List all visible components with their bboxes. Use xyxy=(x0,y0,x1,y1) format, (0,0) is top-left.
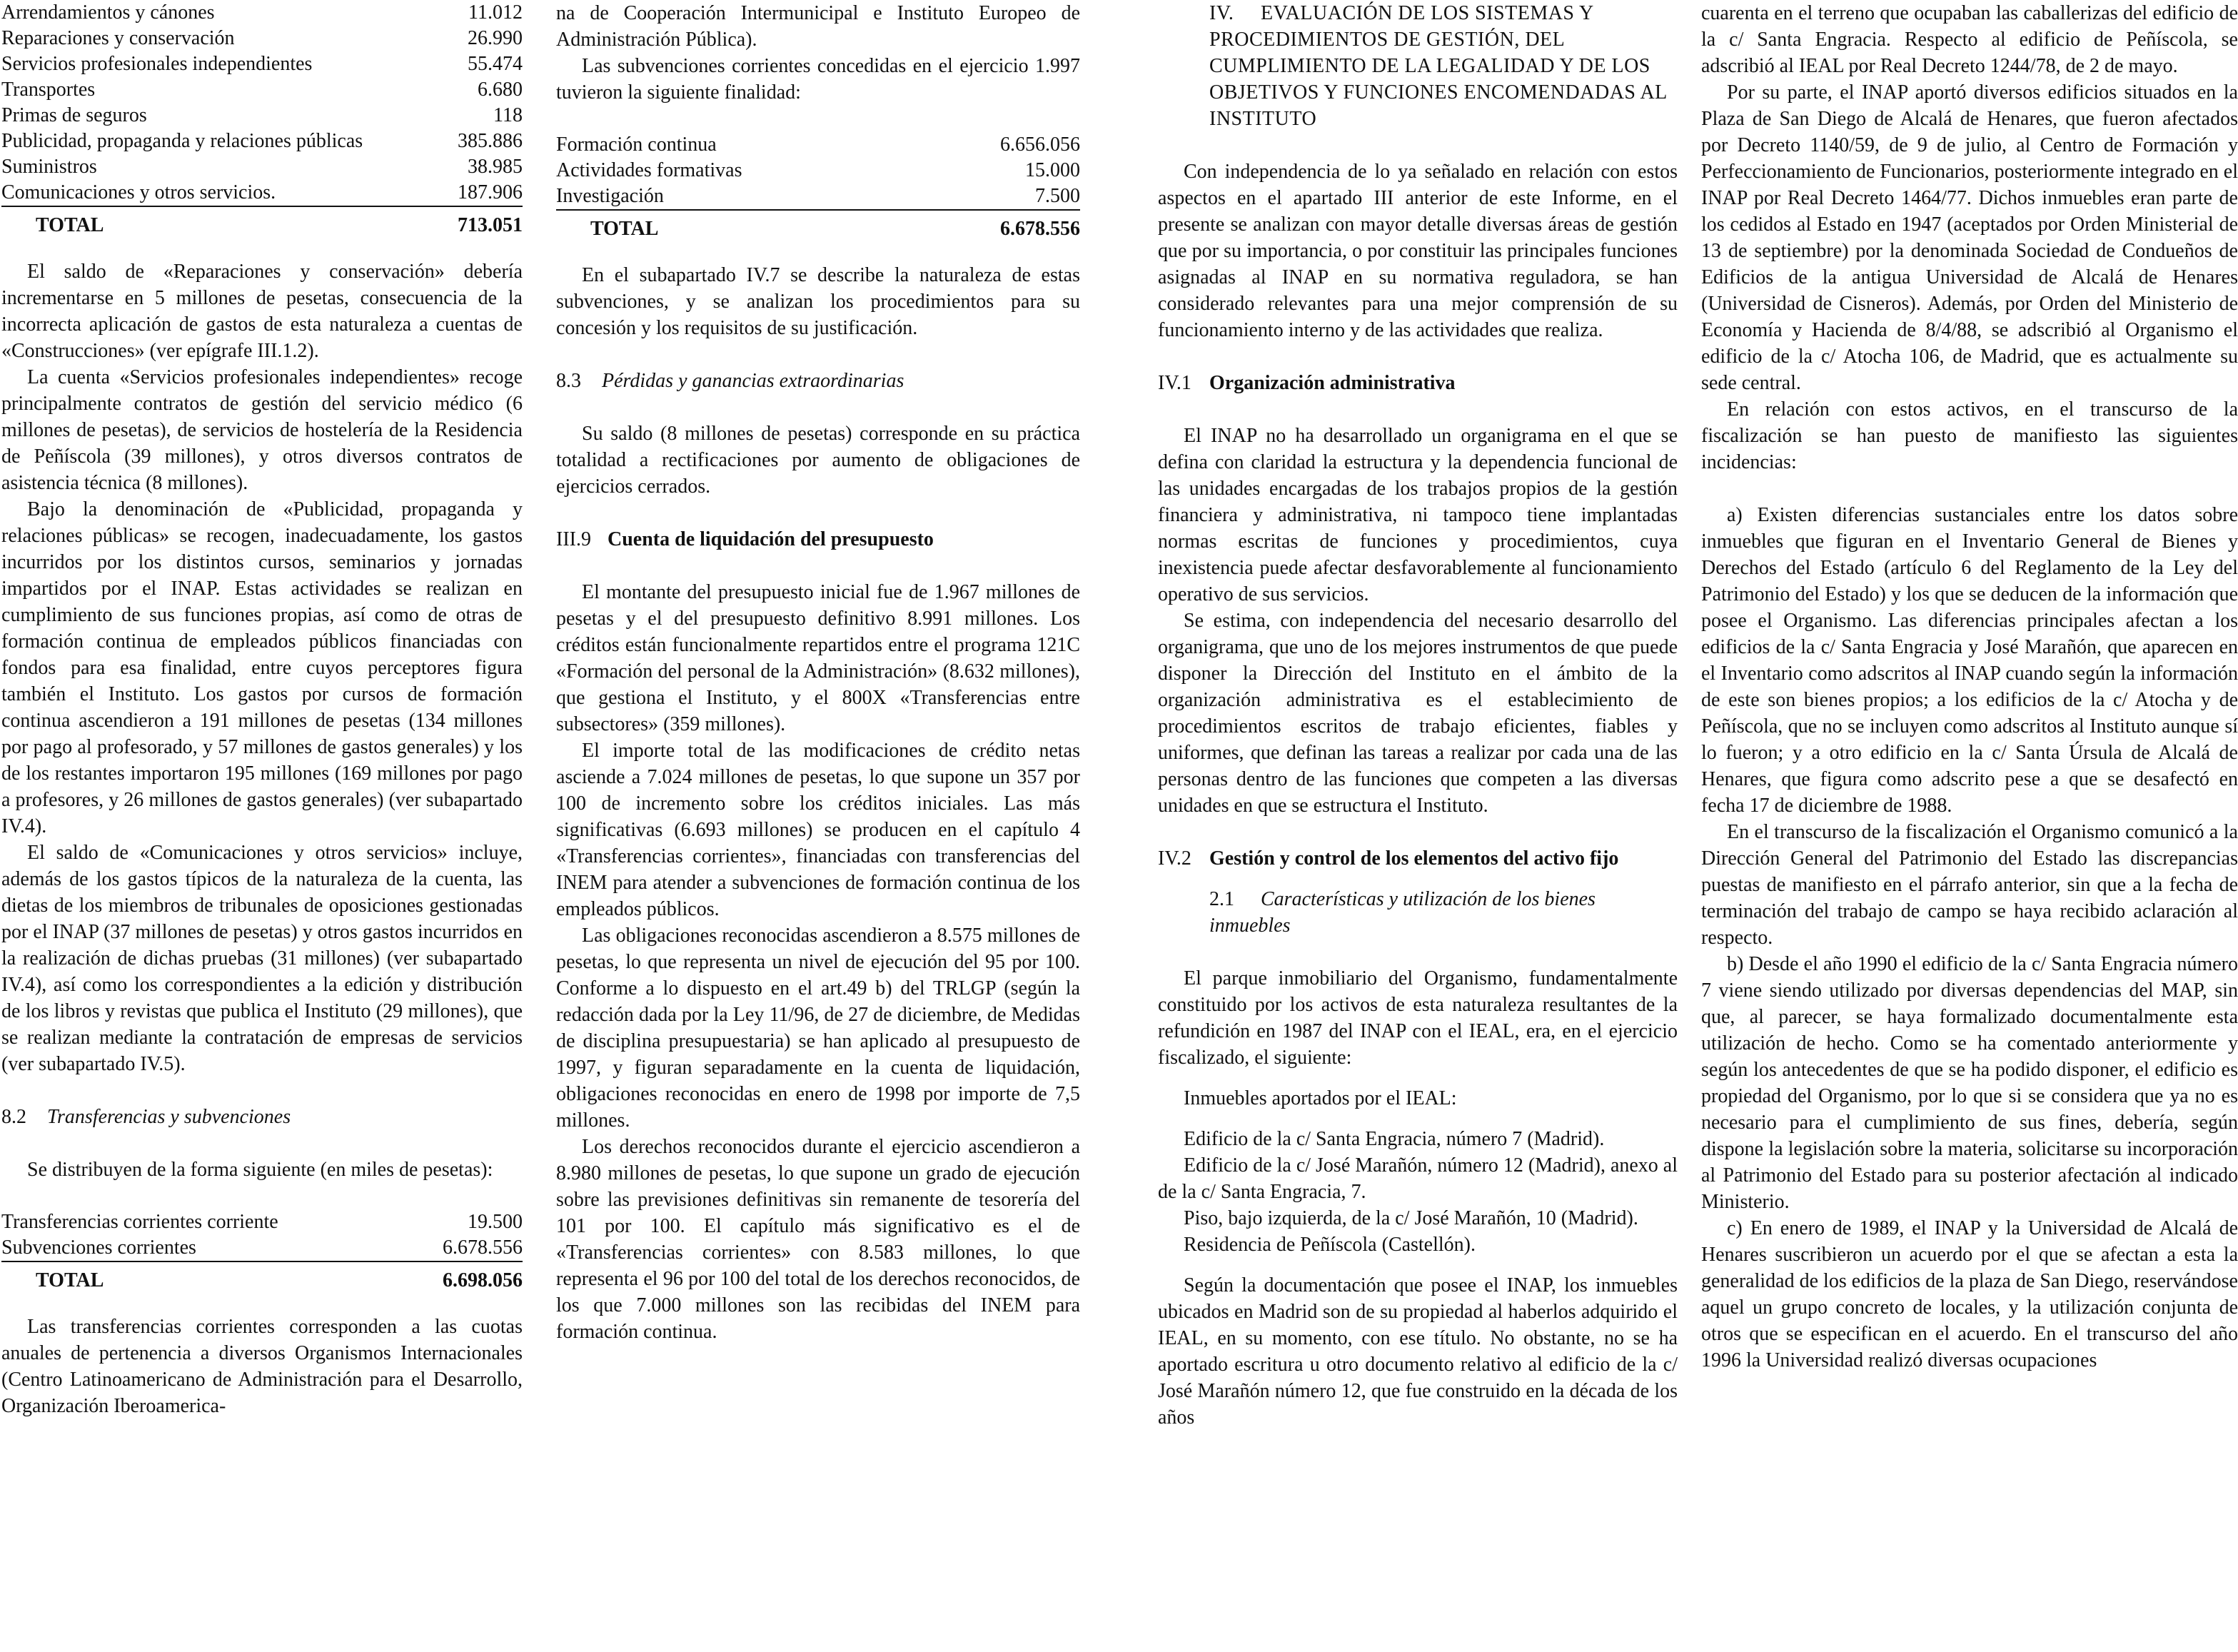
row-label: Actividades formativas xyxy=(556,159,742,181)
subsection-heading-2-1: 2.1 Características y utilización de los bienes inmuebles xyxy=(1209,888,1596,937)
paragraph: a) Existen diferencias sustanciales entre los datos sobre inmuebles que figuran en el Inventario General de Bienes y Derechos del Estado (artículo 6 del Reglamento de la Ley del Patrimonio del Estado) y los que se deducen de la información que posee el Organismo. Las diferencias principales afectan a los edificios de la c/ Santa Engracia y José Marañón, que aparecen en el Inventario como adscritos al INAP cuando según la información de este son bienes propios; a los edificios de la c/ Atocha y de Peñíscola, que no se incluyen como adscritos al Instituto aunque sí lo fueron; y a otro edificio en la c/ Santa Úrsula de Alcalá de Henares, que figura como adscrito pese a que se desafectó en fecha 17 de diciembre de 1988. xyxy=(1701,504,2238,817)
paragraph: El saldo de «Reparaciones y conservación» debería incrementarse en 5 millones de pesetas, consecuencia de la incorrecta aplicación de gastos de esta naturaleza a cuentas de «Construcciones» (ver epígrafe III.1.2). xyxy=(1,261,523,362)
list-item: Residencia de Peñíscola (Castellón). xyxy=(1184,1234,1476,1256)
row-label: Subvenciones corrientes xyxy=(1,1237,196,1259)
row-value: 6.678.556 xyxy=(443,1237,523,1259)
list-item: Edificio de la c/ José Marañón, número 12 (Madrid), anexo al de la c/ Santa Engracia, 7. xyxy=(1158,1154,1678,1203)
paragraph: Por su parte, el INAP aportó diversos edificios situados en la Plaza de San Diego de Alcalá de Henares, que fueron afectados por Decreto 1140/59, de 9 de julio, al Centro de Formación y Perfeccionamiento de Funcionarios, posteriormente integrado en el INAP por Real Decreto 1464/77. Dichos inmuebles eran parte de los cedidos al Estado en 1947 (aceptados por Orden Ministerial de 13 de septiembre) por la denominada Sociedad de Condueños de Edificios de la antigua Universidad de Alcalá de Henares (Universidad de Cisneros). Además, por Orden del Ministerio de Economía y Hacienda de 8/4/88, se adscribió al Organismo el edificio de la c/ Atocha 106, de Madrid, que es actualmente su sede central. xyxy=(1701,81,2238,394)
row-value: 19.500 xyxy=(468,1211,523,1233)
paragraph: Bajo la denominación de «Publicidad, propaganda y relaciones públicas» se recogen, inadecuadamente, los gastos incurridos por los distintos cursos, seminarios y jornadas impartidos por el INAP. Estas actividades se realizan en cumplimiento de sus funciones propias, así como de otras de formación continua de empleados públicos financiadas con fondos para esa finalidad, entre cuyos perceptores figura también el Instituto. Los gastos por cursos de formación continua ascendieron a 191 millones de pesetas (134 millones por pago al profesorado, y 57 millones de gastos generales) y los de los restantes importaron 195 millones (169 millones por pago a profesores, y 26 millones de gastos generales) (ver subapartado IV.4). xyxy=(1,498,523,837)
subsection-heading-8-3: 8.3 Pérdidas y ganancias extraordinarias xyxy=(556,370,904,392)
row-value: 15.000 xyxy=(1025,159,1080,181)
row-label: Transferencias corrientes corriente xyxy=(1,1211,278,1233)
transfers-table xyxy=(1,1209,523,1299)
section-heading-IV-1: IV.1 Organización administrativa xyxy=(1158,372,1456,394)
table-row xyxy=(1,26,523,51)
paragraph: Inmuebles aportados por el IEAL: xyxy=(1184,1087,1457,1109)
table-row xyxy=(1,1235,523,1261)
row-value: 6.680 xyxy=(478,79,523,101)
row-value: 6.656.056 xyxy=(1000,134,1080,156)
row-label: Transportes xyxy=(1,79,96,101)
column-2 xyxy=(556,0,1080,1345)
list-item: Piso, bajo izquierda, de la c/ José Marañón, 10 (Madrid). xyxy=(1184,1207,1638,1229)
expenses-table xyxy=(1,0,523,244)
column-3 xyxy=(1158,0,1678,1431)
row-value: 7.500 xyxy=(1035,185,1080,207)
total-value: 6.698.056 xyxy=(405,1261,523,1299)
row-value: 11.012 xyxy=(468,1,523,24)
row-label: Formación continua xyxy=(556,134,717,156)
paragraph: El INAP no ha desarrollado un organigrama en el que se defina con claridad la estructura y la dependencia funcional de las unidades encargadas de los trabajos propios de la gestión financiera y administrativa, ni tampoco tiene implantadas normas escritas de funciones y procedimientos, cuya inexistencia puede afectar desfavorablemente al funcionamiento operativo de sus servicios. xyxy=(1158,425,1678,605)
table-row xyxy=(1,154,523,180)
paragraph: Las subvenciones corrientes concedidas en el ejercicio 1.997 tuvieron la siguiente finalidad: xyxy=(556,55,1080,104)
total-label: TOTAL xyxy=(1,1261,405,1299)
paragraph: En el subapartado IV.7 se describe la naturaleza de estas subvenciones, y se analizan los procedimientos para su concesión y los requisitos de su justificación. xyxy=(556,264,1080,339)
paragraph: El importe total de las modificaciones de crédito netas asciende a 7.024 millones de pesetas, lo que supone un 357 por 100 de incremento sobre los créditos iniciales. Las más significativas (6.693 millones) se producen en el capítulo 4 «Transferencias corrientes», financiadas con transferencias del INEM para atender a subvenciones de formación continua de los empleados públicos. xyxy=(556,740,1080,920)
paragraph: Su saldo (8 millones de pesetas) corresponde en su práctica totalidad a rectificaciones por aumento de obligaciones de ejercicios cerrados. xyxy=(556,423,1080,498)
chapter-heading-IV: IV. EVALUACIÓN DE LOS SISTEMAS Y PROCEDIMIENTOS DE GESTIÓN, DEL CUMPLIMIENTO DE LA LEGALIDAD Y DE LOS OBJETIVOS Y FUNCIONES ENCOMENDADAS AL INSTITUTO xyxy=(1209,2,1667,130)
row-value: 118 xyxy=(493,104,523,126)
paragraph: Según la documentación que posee el INAP, los inmuebles ubicados en Madrid son de su propiedad al haberlos adquirido el IEAL, en su momento, con ese título. No obstante, no se ha aportado escritura u otro documento relativo al edificio de la c/ José Marañón número 12, que fue construido en la década de los años xyxy=(1158,1274,1678,1429)
table-row xyxy=(1,77,523,103)
paragraph: b) Desde el año 1990 el edificio de la c/ Santa Engracia número 7 viene siendo utilizado por diversas dependencias del MAP, sin que, al parecer, se haya formalizado documentalmente esta utilización de hecho. Como se ha comentado anteriormente y según los antecedentes de que se ha podido disponer, el edificio es propiedad del Organismo, por lo que si se considera que ya no es necesario para el cumplimiento de sus fines, debería, según dispone la legislación sobre la materia, solicitarse su incorporación al Patrimonio del Estado para su posterior afectación al indicado Ministerio. xyxy=(1701,953,2238,1213)
paragraph: La cuenta «Servicios profesionales independientes» recoge principalmente contratos de gestión del servicio médico (6 millones de pesetas), de servicios de hostelería de la Residencia de Peñíscola (39 millones), y otros diversos contratos de asistencia técnica (8 millones). xyxy=(1,366,523,494)
paragraph: cuarenta en el terreno que ocupaban las caballerizas del edificio de la c/ Santa Engracia. Respecto al edificio de Peñíscola, se adscribió al IEAL por Real Decreto 1244/78, de 2 de mayo. xyxy=(1701,2,2238,77)
paragraph: Los derechos reconocidos durante el ejercicio ascendieron a 8.980 millones de pesetas, lo que supone un grado de ejecución sobre las previsiones definitivas sin remanente de tesorería del 101 por 100. El capítulo más significativo es el de «Transferencias corrientes» con 8.583 millones, lo que representa el 96 por 100 del total de los derechos reconocidos, de los que 7.000 millones son las recibidas del INEM para formación continua. xyxy=(556,1136,1080,1343)
total-value: 6.678.556 xyxy=(922,210,1080,248)
row-value: 26.990 xyxy=(468,27,523,49)
row-label: Primas de seguros xyxy=(1,104,147,126)
table-row xyxy=(1,129,523,154)
row-label: Publicidad, propaganda y relaciones públicas xyxy=(1,130,363,152)
paragraph: En el transcurso de la fiscalización el Organismo comunicó a la Dirección General del Patrimonio del Estado las discrepancias puestas de manifiesto en el párrafo anterior, sin que a la fecha de terminación del trabajo de campo se haya recibido aclaración al respecto. xyxy=(1701,821,2238,949)
column-1 xyxy=(1,0,523,1419)
table-row xyxy=(1,1209,523,1235)
row-label: Investigación xyxy=(556,185,664,207)
total-label: TOTAL xyxy=(1,206,443,244)
row-value: 55.474 xyxy=(468,53,523,75)
paragraph: En relación con estos activos, en el transcurso de la fiscalización se han puesto de manifiesto las siguientes incidencias: xyxy=(1701,398,2238,473)
table-row xyxy=(1,103,523,129)
row-label: Servicios profesionales independientes xyxy=(1,53,313,75)
row-value: 187.906 xyxy=(458,181,523,203)
paragraph: Con independencia de lo ya señalado en relación con estos aspectos en el apartado III anterior de este Informe, en el presente se analizan con mayor detalle diversas áreas de gestión que por su importancia, o por constituir las principales funciones asignadas al INAP en su normativa reguladora, se han considerado relevantes para una mejor comprensión de su funcionamiento interno y de las actividades que realiza. xyxy=(1158,161,1678,341)
subsidies-total-row xyxy=(556,210,1080,248)
paragraph: Se estima, con independencia del necesario desarrollo del organigrama, que uno de los mejores instrumentos de que puede disponer la Dirección del Instituto en el ámbito de la organización administrativa es el establecimiento de procedimientos escritos de trabajo eficientes, fiables y uniformes, que definan las tareas a realizar por cada una de las personas dentro de las funciones que competen a las diversas unidades en que se estructura el Instituto. xyxy=(1158,610,1678,817)
total-label: TOTAL xyxy=(556,210,922,248)
table-row xyxy=(1,180,523,206)
row-value: 385.886 xyxy=(458,130,523,152)
column-4 xyxy=(1701,0,2238,1374)
table-row xyxy=(1,0,523,26)
subsection-heading-8-2: 8.2 Transferencias y subvenciones xyxy=(1,1106,291,1128)
paragraph: El saldo de «Comunicaciones y otros servicios» incluye, además de los gastos típicos de la naturaleza de la cuenta, las dietas de los miembros de tribunales de oposiciones gestionadas por el INAP (37 millones de pesetas) y otros gastos incurridos en la realización de dichas pruebas (31 millones) (ver subapartado IV.4), así como los correspondientes a la edición y distribución de los libros y revistas que publica el Instituto (29 millones), que se realizan mediante la contratación de empresas de servicios (ver subapartado IV.5). xyxy=(1,842,523,1075)
paragraph: El parque inmobiliario del Organismo, fundamentalmente constituido por los activos de esta naturaleza resultantes de la refundición en 1987 del INAP con el IEAL, era, en el ejercicio fiscalizado, el siguiente: xyxy=(1158,967,1678,1069)
paragraph: Las obligaciones reconocidas ascendieron a 8.575 millones de pesetas, lo que representa un nivel de ejecución del 95 por 100. Conforme a lo dispuesto en el art.49 b) del TRLGP (según la redacción dada por la Ley 11/96, de 27 de diciembre, de Medidas de disciplina presupuestaria) se han aplicado al presupuesto de 1997, y figuran separadamente en la cuenta de liquidación, obligaciones reconocidas en enero de 1998 por importe de 7,5 millones. xyxy=(556,925,1080,1132)
expenses-total-row xyxy=(1,206,523,244)
row-label: Reparaciones y conservación xyxy=(1,27,235,49)
paragraph: Las transferencias corrientes corresponden a las cuotas anuales de pertenencia a diversos Organismos Internacionales (Centro Latinoamericano de Administración para el Desarrollo, Organización Iberoamerica- xyxy=(1,1316,523,1417)
table-row xyxy=(1,51,523,77)
section-heading-IV-2: IV.2 Gestión y control de los elementos del activo fijo xyxy=(1158,847,1619,870)
table-row xyxy=(556,132,1080,158)
transfers-total-row xyxy=(1,1261,523,1299)
paragraph: c) En enero de 1989, el INAP y la Universidad de Alcalá de Henares suscribieron un acuerdo por el que se afectan a esta la generalidad de los edificios de la plaza de San Diego, reservándose aquel un grupo concreto de locales, y la utilización conjunta de otros que se especifican en el acuerdo. En el transcurso del año 1996 la Universidad realizó diversas ocupaciones xyxy=(1701,1217,2238,1371)
paragraph: El montante del presupuesto inicial fue de 1.967 millones de pesetas y el del presupuesto definitivo 8.991 millones. Los créditos están funcionalmente repartidos entre el programa 121C «Formación del personal de la Administración» (8.632 millones), que gestiona el Instituto, y el 800X «Transferencias entre subsectores» (359 millones). xyxy=(556,581,1080,735)
table-row xyxy=(556,183,1080,210)
paragraph: Se distribuyen de la forma siguiente (en miles de pesetas): xyxy=(27,1159,493,1181)
row-value: 38.985 xyxy=(468,156,523,178)
list-item: Edificio de la c/ Santa Engracia, número 7 (Madrid). xyxy=(1184,1128,1605,1150)
row-label: Suministros xyxy=(1,156,97,178)
row-label: Arrendamientos y cánones xyxy=(1,1,215,24)
subsidies-table xyxy=(556,132,1080,248)
total-value: 713.051 xyxy=(443,206,523,244)
row-label: Comunicaciones y otros servicios. xyxy=(1,181,276,203)
section-heading-III-9: III.9 Cuenta de liquidación del presupuesto xyxy=(556,528,934,550)
paragraph: na de Cooperación Intermunicipal e Instituto Europeo de Administración Pública). xyxy=(556,2,1080,51)
table-row xyxy=(556,158,1080,183)
